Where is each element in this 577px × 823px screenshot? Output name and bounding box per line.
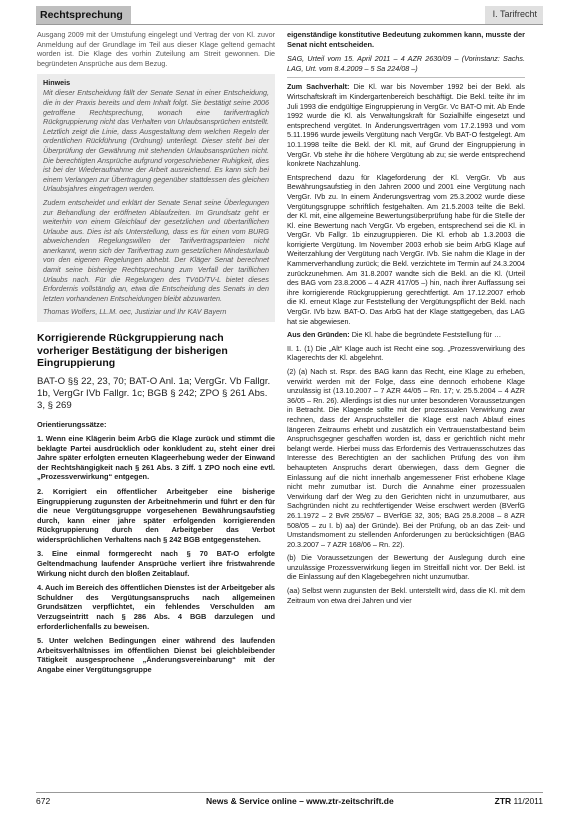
- reasons-intro: Die Kl. habe die begründete Feststellung für …: [351, 330, 502, 340]
- right-column: [287, 30, 525, 609]
- header-divider: [36, 24, 543, 25]
- left-column: [37, 30, 275, 680]
- reasons-item-2: (2) (a) Nach st. Rspr. des BAG kann das Recht, eine Klage zu erheben, verwirkt werden mit der Folge, dass eine dennoch erhobene Klage unzulässig ist (13.10.2007 – 7 AZR 44/05 – Rn. 17; v. 25.5.2004 – 4 AZR 36/05 – Rn. 26). Allerdings ist dies nur unter besonderen Voraussetzungen in Betracht. Die Klagende sollte mit der prozessualen Verwirkung zwar rechnen, dass der Anspruchsteller die Klage erst nach Ablauf eines längeren Zeitraums erhebt und zusätzlich ein Vertrauenstatbestand beim Anspruchsgegner geschaffen worden ist, dass er gerichtlich nicht mehr belangt werde. Hierbei muss das Erfordernis des Vertrauensschutzes das Interesse des Berechtigten an der sachlichen Prüfung des von ihm behaupteten Anspruchs derart überwiegen, dass dem Gegner die Einlassung auf die nicht innerhalb angemessener Frist erhobene Klage nicht mehr zumutbar ist. Durch die Annahme einer prozessualen Verwirkung darf der Weg zu den Gerichten nicht in unzumutbarer, aus Sachgründen nicht zu rechtfertigender Weise erschwert werden (BVerfG 26.1.1972 – 2 BvR 255/67 – BVerfGE 32, 305; BAG 25.8.2008 – 8 AZR 508/05 – zu I. b) aa) der Gründe). Bei der Prüfung, ob an das Zeit- und Umstandsmoment zu stellenden Anforderungen zu berücksichtigen (BAG 20.3.2007 – 7 AZR 168/06 – Rn. 22).: [287, 367, 525, 549]
- right-intro-paragraph: eigenständige konstitutive Bedeutung zukommen kann, musste der Senat nicht entscheiden.: [287, 30, 525, 49]
- footer-website: News & Service online – www.ztr-zeitschrift.de: [206, 796, 394, 806]
- orientation-point-5: 5. Unter welchen Bedingungen einer während des laufenden Arbeitsverhältnisses im öffentlichen Dienst bei gleichbleibender Tätigkeit ausgesprochene „Änderungsvereinbarung“ mit der Angabe einer Vergütungsgruppe: [37, 636, 275, 674]
- facts-paragraph-2: Entsprechend dazu für Klageforderung der Kl. VergGr. Vb aus Bewährungsaufstieg in den Jahren 2000 und 2001 eine Vergütung nach VergGr. IVb zu. In einem Änderungsvertrag vom 25.3.2002 wurde diese Vergütungsgruppe schriftlich festgehalten. Am 21.5.2003 teilte die Bekl. der Kl. mit, eine allgemeine Bewertungsüberprüfung habe für die Stelle der Kl. eine Bewertung nach VergGr. Vb ergeben, entsprechend sei die Kl. in VergGr. Vb Fallgr. 1b einzugruppieren. Die Kl. erhob ab 1.3.2003 die korrigierte Vergütung. Im November 2003 erhob sie beim ArbG Klage auf Weiterzahlung der Vergütung nach VergGr. IVb. Sie nahm die Klage in der Kammerverhandlung zurück; die Bekl. verzichtete im Termin auf 24.3.2004 zurückzunehmen. Am 31.8.2007 wandte sich die Bekl. an die Kl. (Urteil des BAG vom 23.8.2006 – 4 AZR 417/05 –) hin, nach ihrer Auffassung sei ihre korrigierende Rückgruppierung gerechtfertigt. Am 17.12.2007 erhob die Kl. erneut Klage zur Feststellung der Vergütungspflicht der Bekl. nach VergGr. IVb bzw. BAT-O. Das ArbG hat der Klage stattgegeben, das LAG hat sie abgewiesen.: [287, 172, 525, 326]
- note-paragraph-1: Mit dieser Entscheidung fällt der Senate Senat in einer Entscheidung, die in der Praxis bereits und dem Inhalt folgt. Sie bestätigt seine 2006 getroffene Rechtsprechung, wonach eine tarifvertraglich Rückgruppierung nicht das Verhalten von Urlaubsansprüchen entstellt. Letztlich zeigt die Linie, dass Ausgestaltung dem welchen Regeln der ordentlichen Rückführung (Ordnung) unterliegt. Dieser steht bei der Überprüfung der Gewährung mit stehenden Urlaubsansprüchen nicht. Die berechtigten Ansprüche aufgrund vorgeschriebener Ruhigkeit, dies ist bei der Wiederaufnahme der Arbeit ausreichend. Es kann sich bei einem Verlangen zur Übertragung gegenüber stattdessen des gleichen Urlaubsjahres eingetragen werden.: [43, 88, 269, 194]
- running-header: [36, 6, 543, 24]
- reasons-item-3: (b) Die Voraussetzungen der Bewertung der Auslegung durch eine unzulässige Prozessverwirkung liegen im Streitfall nicht vor. Der Bekl. ist die Einlassung auf den Klagebegehren nicht unzumutbar.: [287, 553, 525, 582]
- footer-issue: [495, 796, 543, 806]
- page-footer: [36, 796, 543, 810]
- section-label: Rechtsprechung: [36, 6, 131, 24]
- reasons-item-1: II. 1. (1) Die „Alt“ Klage auch ist Recht eine sog. „Prozessverwirkung des Klagerechts der Kl. abgelehnt.: [287, 343, 525, 363]
- journal-brand: ZTR: [494, 796, 512, 806]
- facts-text: Die Kl. war bis November 1992 bei der Bekl. als Wirtschaftskraft im Kindergartenbereich beschäftigt. Die Bekl. teilte ihr im Juli 1993 die endgültige Eingruppierung in VergGr. Vc BAT-O mit. Ab Ende 1992 wurde die Kl. als Verwaltungskraft für Sozialhilfe eingesetzt und entsprechend vergütet. In Änderungsverträgen vom 17.2.1993 und vom 5.11.1996 wurde jeweils Vergütung nach VergGr. Vb BAT-O festgelegt. Am 10.1.1998 teilte die Bekl. der Kl. mit, auf Grund der Eingruppierung in VergGr. Vb stehe ihr die höhere Vergütung ab zu; sie werde entsprechend konkrete Nachzahlung.: [287, 82, 525, 169]
- orientation-point-3: 3. Eine einmal formgerecht nach § 70 BAT-O erfolgte Geltendmachung laufender Ansprüche verliert ihre fristwahrende Wirkung nicht durch den bloßen Zeitablauf.: [37, 549, 275, 578]
- facts-paragraph: [287, 82, 525, 168]
- footer-divider: [36, 792, 543, 793]
- issue-number: 11/2011: [513, 796, 543, 806]
- note-paragraph-2: Zudem entscheidet und erklärt der Senate Senat seine Überlegungen zur Behandlung der eröffneten Ablaufzeiten. Im Grundsatz geht er weiterhin von einem Gleichlauf der gesetzlichen und übertariflichen Urlaube aus. Dies ist als Unterstellung, dass es für einen vom BURG abweichenden Regelungswillen der Tarifvertragsparteien nicht anerkannt, wenn sich der Tarifvertrag zum gesetzlichen Mindesturlaub von den eigenen Regelungen abhebt. Der Kläger Senat berechnet damit seine bisherige Rechtsprechung zum Verfall der tariflichen Urlaubs nach. Für die Regelungen des TVöD/TV-L bietet dieses Erfordernis vollständig an, etwa die Entscheidung des Senats in den letzten vorhandenen Entscheidungen bleibt abzuwarten.: [43, 197, 269, 303]
- page-number: 672: [36, 796, 51, 806]
- orientation-heading: Orientierungssätze:: [37, 419, 107, 429]
- left-intro-paragraph: Ausgang 2009 mit der Umstufung eingelegt und Vertrag der von Kl. zuvor Anmeldung auf der Grundlage im Teil aus dieser Klage geltend gemacht worden ist. Die Klage des vorhin Zuteilung am Streit gewonnen. Die begründeten Ansprüche aus dem Bezug.: [37, 30, 275, 68]
- reasons-paragraph: [287, 330, 525, 340]
- article-norms: BAT-O §§ 22, 23, 70; BAT-O Anl. 1a; VergGr. Vb Fallgr. 1b, VergGr IVb Fallgr. 1c; BGB § 242; ZPO § 261 Abs. 3, § 269: [37, 375, 271, 411]
- note-author: Thomas Wolfers, LL.M. oec, Justiziar und Ihr KAV Bayern: [43, 307, 227, 317]
- orientation-point-1: 1. Wenn eine Klägerin beim ArbG die Klage zurück und stimmt die beklagte Partei ausdrücklich oder konkludent zu, steht einer drei Jahre später erfolgten erneuten Klageerhebung weder der Einwand der Rechtshängigkeit nach § 261 Abs. 3 Ziff. 1 ZPO noch eine evtl. „Prozessverwirkung“ entgegen.: [37, 433, 275, 482]
- reasons-item-4: (aa) Selbst wenn zugunsten der Bekl. unterstellt wird, dass die Kl. mit dem Zeitraum von etwa drei Jahren und vier: [287, 586, 525, 605]
- note-label: Hinweis: [43, 78, 71, 88]
- article-title: Korrigierende Rückgruppierung nach vorheriger Bestätigung der bisherigen Eingruppierung: [37, 332, 228, 370]
- facts-label: Zum Sachverhalt:: [287, 82, 350, 92]
- divider: [287, 77, 525, 78]
- category-label: I. Tarifrecht: [485, 6, 543, 24]
- orientation-point-4: 4. Auch im Bereich des öffentlichen Dienstes ist der Arbeitgeber als Schuldner des Vergütungsanspruchs nach allgemeinen Grundsätzen verpflichtet, ein fehlendes Verschulden am Verzugseintritt nach § 286 Abs. 4 BGB darzulegen und erforderlichenfalls zu beweisen.: [37, 583, 275, 631]
- decision-citation: SAG, Urteil vom 15. April 2011 – 4 AZR 2630/09 – (Vorinstanz: Sachs. LAG, Urt. vom 8.4.2009 – 5 Sa 224/08 –): [287, 54, 525, 73]
- orientation-point-2: 2. Korrigiert ein öffentlicher Arbeitgeber eine bisherige Eingruppierung zugunsten der Arbeitnehmerin und führt er den für die neue Vergütungsgruppe vorgesehenen Bewährungsaufstieg durch, kann einer jahre später erfolgenden korrigierenden Rückgruppierung durch den Arbeitgeber das Verbot widersprüchlichen Verhaltens nach § 242 BGB entgegenstehen.: [37, 486, 275, 544]
- note-box: [37, 74, 275, 322]
- reasons-label: Aus den Gründen:: [287, 330, 350, 340]
